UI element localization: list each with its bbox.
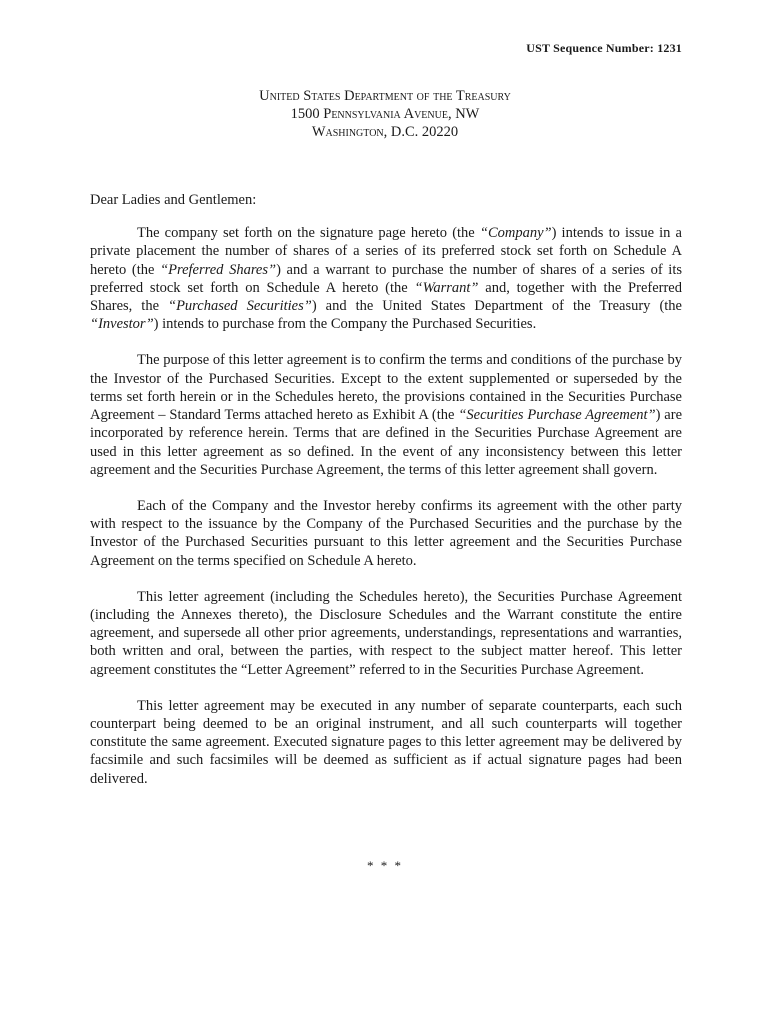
defined-term-investor: “Investor” (90, 316, 154, 333)
sequence-number: UST Sequence Number: 1231 (526, 41, 682, 55)
paragraph-1: The company set forth on the signature page hereto (the “Company”) intends to issue in a private placement the number of shares of a series of its preferred stock set forth on Schedule A hereto (the “Preferred Shares”) and a warrant to purchase the number of shares of a series of its preferred stock set forth on Schedule A hereto (the “Warrant” and, together with the Preferred Shares, the “Purchased Securities”) and the United States Department of the Treasury (the “Investor”) intends to purchase from the Company the Purchased Securities. (90, 225, 683, 333)
paragraph-3: Each of the Company and the Investor hereby confirms its agreement with the other party with respect to the issuance by the Company of the Purchased Securities and the purchase by the Investor of the Purchased Securities pursuant to this letter agreement and the Securities Purchase Agreement on the terms specified on Schedule A hereto. (90, 497, 682, 569)
letterhead-city: Washington, D.C. 20220 (311, 124, 459, 140)
defined-term-securities-purchase-agreement: “Securities Purchase Agreement” (458, 407, 656, 424)
letterhead (0, 87, 770, 141)
letterhead-department: United States Department of the Treasury (259, 88, 511, 104)
paragraph-4: This letter agreement (including the Schedules hereto), the Securities Purchase Agreement (including the Annexes thereto), the Disclosure Schedules and the Warrant constitute the entire agreement, and supersede all other prior agreements, understandings, representations and warranties, both written and oral, between the parties, with respect to the subject matter hereof. This letter agreement constitutes the “Letter Agreement” referred to in the Securities Purchase Agreement. (90, 588, 682, 678)
paragraph-5: This letter agreement may be executed in any number of separate counterparts, each such counterpart being deemed to be an original instrument, and all such counterparts will together constitute the same agreement. Executed signature pages to this letter agreement may be delivered by facsimile and such facsimiles will be deemed as sufficient as if actual signature pages had been delivered. (90, 697, 682, 787)
defined-term-warrant: “Warrant” (414, 279, 479, 296)
section-separator: * * * (367, 858, 403, 873)
letter-body (90, 224, 682, 806)
paragraph-2: The purpose of this letter agreement is to confirm the terms and conditions of the purchase by the Investor of the Purchased Securities. Except to the extent supplemented or superseded by the terms set forth herein or in the Schedules hereto, the provisions contained in the Securities Purchase Agreement – Standard Terms attached hereto as Exhibit A (the “Securities Purchase Agreement”) are incorporated by reference herein. Terms that are defined in the Securities Purchase Agreement are used in this letter agreement as so defined. In the event of any inconsistency between this letter agreement and the Securities Purchase Agreement, the terms of this letter agreement shall govern. (90, 352, 683, 479)
salutation: Dear Ladies and Gentlemen: (90, 192, 257, 208)
defined-term-purchased-securities: “Purchased Securities” (168, 298, 312, 315)
letterhead-street: 1500 Pennsylvania Avenue, NW (290, 106, 480, 122)
defined-term-company: “Company” (479, 225, 552, 241)
defined-term-preferred-shares: “Preferred Shares” (160, 261, 277, 278)
